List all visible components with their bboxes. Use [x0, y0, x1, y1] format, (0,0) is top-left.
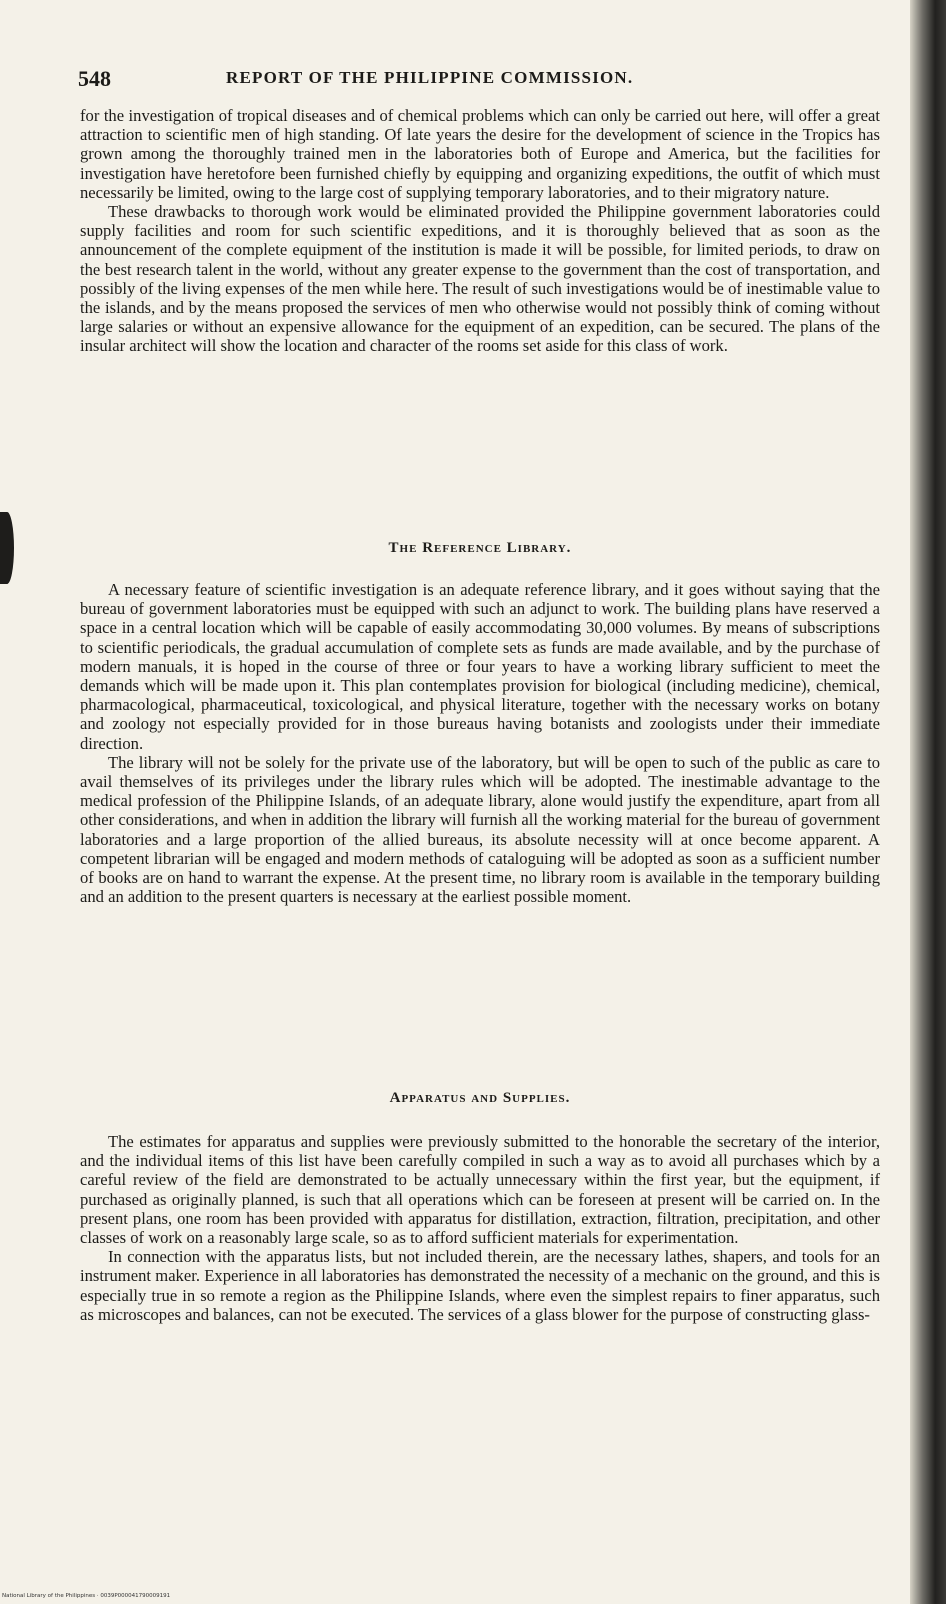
reference-library-paragraph-2: The library will not be solely for the private use of the laboratory, but will be open to such of the public as care to avail themselves of its privileges under the library rules which will be adopted. The inestimable advantage to the medical profession of the Philippine Islands, of an adequate library, alone would justify the expenditure, apart from all other considerations, and when in addition the library will furnish all the working material for the bureau of government laboratories and a large proportion of the allied bureaus, its absolute necessity will at once become apparent. A competent librarian will be engaged and modern methods of cataloguing will be adopted as soon as a sufficient number of books are on hand to warrant the expense. At the present time, no library room is available in the temporary building and an addition to the present quarters is necessary at the earliest possible moment.	[80, 752, 880, 907]
scan-binding-mark	[0, 512, 14, 584]
section-heading-apparatus-supplies: Apparatus and Supplies.	[389, 1090, 571, 1106]
page-header	[78, 66, 798, 98]
page-edge-shadow	[910, 0, 946, 1604]
intro-section	[80, 106, 880, 356]
running-title: REPORT OF THE PHILIPPINE COMMISSION.	[226, 68, 634, 87]
apparatus-supplies-paragraph-2: In connection with the apparatus lists, but not included therein, are the necessary lathes, shapers, and tools for an instrument maker. Experience in all laboratories has demonstrated the necessity of a mechanic on the ground, and this is especially true in so remote a region as the Philippine Islands, where even the simplest repairs to finer apparatus, such as microscopes and balances, can not be executed. The services of a glass blower for the purpose of constructing glass-	[80, 1247, 880, 1324]
intro-paragraph-2: These drawbacks to thorough work would be eliminated provided the Philippine government laboratories could supply facilities and room for such scientific expeditions, and it is thoroughly believed that as soon as the announcement of the complete equipment of the institution is made it will be possible, for limited periods, to draw on the best research talent in the world, without any greater expense to the government than the cost of transportation, and possibly of the living expenses of the men while here. The result of such investigations would be of inestimable value to the islands, and by the means proposed the services of men who otherwise would not possibly think of coming without large salaries or without an expensive allowance for the equipment of an expedition, can be secured. The plans of the insular architect will show the location and character of the rooms set aside for this class of work.	[80, 202, 880, 356]
reference-library-paragraph-1: A necessary feature of scientific investigation is an adequate reference library, and it goes without saying that the bureau of government laboratories must be equipped with such an adjunct to work. The building plans have reserved a space in a central location which will be capable of easily accommodating 30,000 volumes. By means of subscriptions to scientific periodicals, the gradual accumulation of complete sets as funds are made available, and by the purchase of modern manuals, it is hoped in the course of three or four years to have a working library sufficient to meet the demands which will be made upon it. This plan contemplates provision for biological (including medicine), chemical, pharmacological, pharmaceutical, toxicological, and physical literature, together with the necessary works on botany and zoology not especially provided for in those bureaus having botanists and zoologists under their immediate direction.	[80, 580, 880, 753]
reference-library-section	[80, 580, 880, 906]
page-number: 548	[78, 66, 111, 91]
scan-credit: National Library of the Philippines · 0039P000041790009191	[2, 1593, 171, 1599]
apparatus-supplies-paragraph-1: The estimates for apparatus and supplies were previously submitted to the honorable the secretary of the interior, and the individual items of this list have been carefully compiled in such a way as to avoid all purchases which by a careful review of the field are demonstrated to be actually unnecessary within the first year, but the equipment, if purchased as originally planned, is such that all operations which can be foreseen at present will be carried on. In the present plans, one room has been provided with apparatus for distillation, extraction, filtration, precipitation, and other classes of work on a reasonably large scale, so as to afford sufficient materials for experimentation.	[80, 1132, 880, 1248]
apparatus-supplies-section	[80, 1132, 880, 1324]
section-heading-reference-library: The Reference Library.	[388, 540, 572, 556]
intro-paragraph-1: for the investigation of tropical diseases and of chemical problems which can only be carried out here, will offer a great attraction to scientific men of high standing. Of late years the desire for the development of science in the Tropics has grown among the thoroughly trained men in the laboratories both of Europe and America, but the facilities for investigation have heretofore been furnished chiefly by equipping and organizing expeditions, the outfit of which must necessarily be limited, owing to the large cost of supplying temporary laboratories, and to their migratory nature.	[80, 106, 880, 202]
